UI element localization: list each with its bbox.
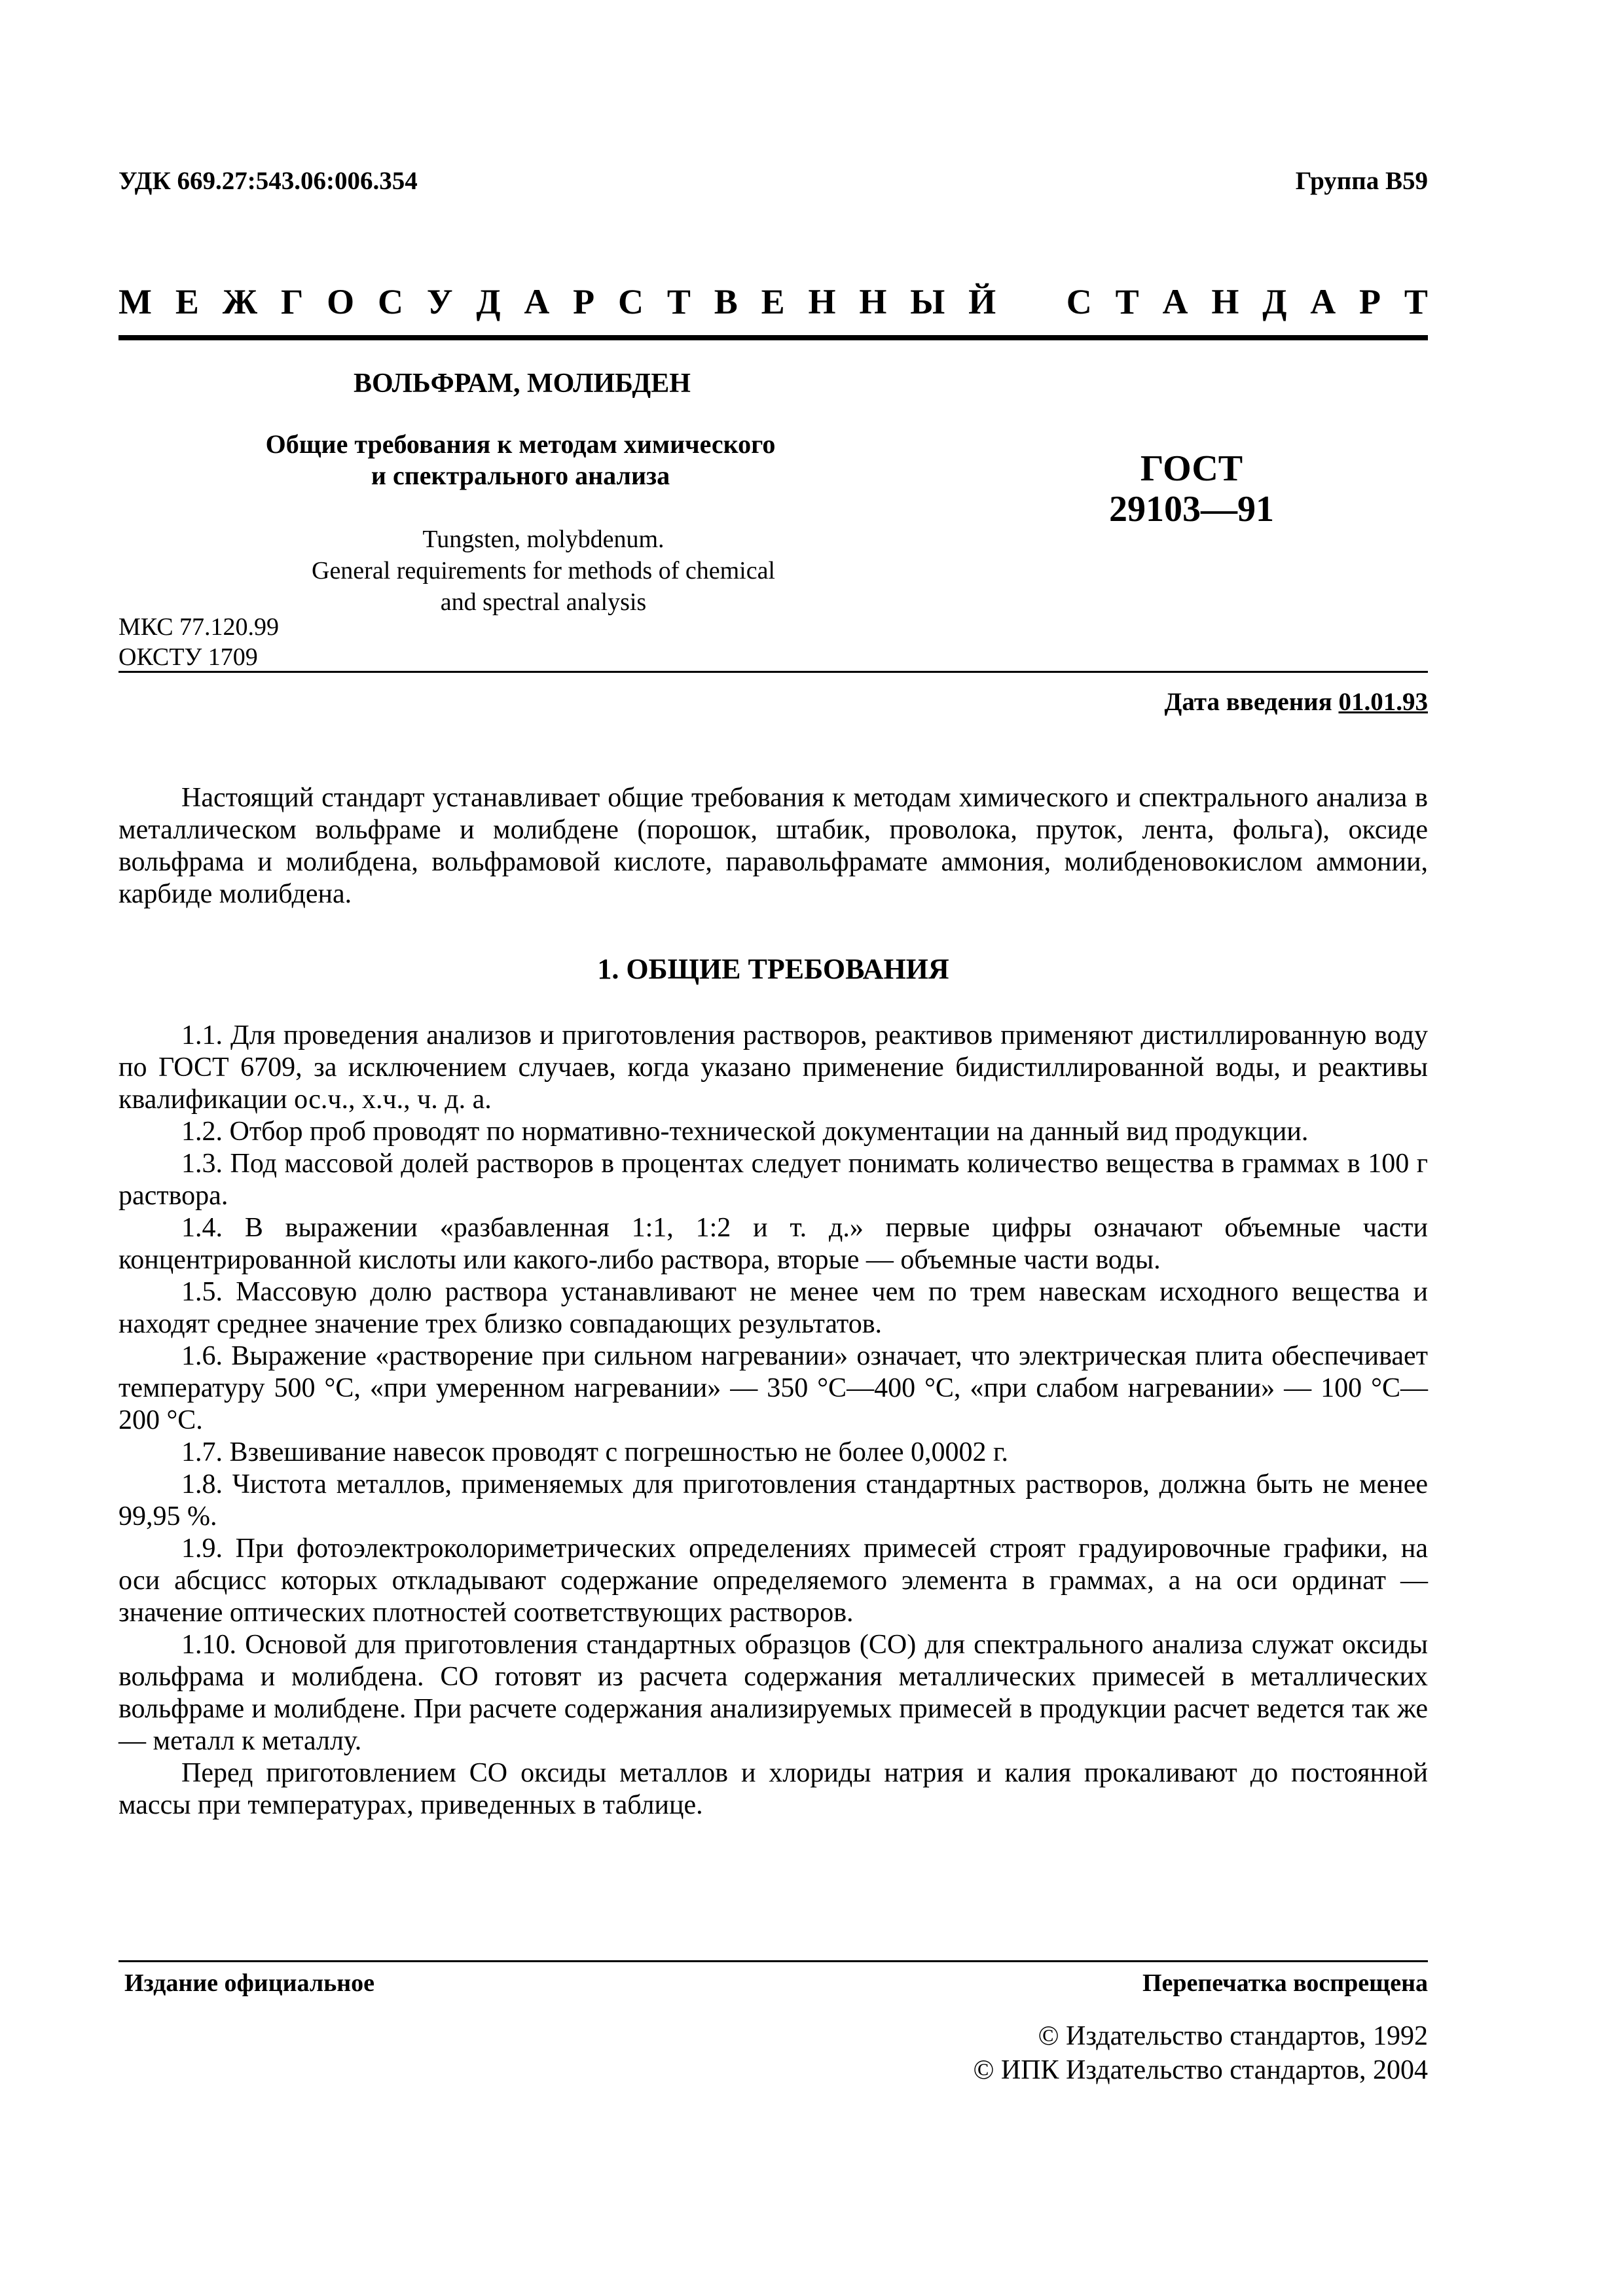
subtitle-line: and spectral analysis <box>440 588 647 616</box>
banner-letter: Г <box>280 282 304 321</box>
intro-paragraph <box>119 782 1428 910</box>
banner-letter: С <box>1066 282 1092 321</box>
copyright-line: © ИПК Издательство стандартов, 2004 <box>973 2055 1428 2085</box>
banner-letter: А <box>1162 282 1188 321</box>
okstu-code: ОКСТУ 1709 <box>119 643 258 671</box>
standard-banner <box>119 281 1428 322</box>
banner-letter: Д <box>1262 282 1287 321</box>
mks-code: МКС 77.120.99 <box>119 613 280 641</box>
requirements-list <box>119 1020 1428 1821</box>
requirement-item: Перед приготовлением СО оксиды металлов и хлориды натрия и калия прокаливают до постоянной массы при температурах, приведенных в таблице. <box>119 1758 1428 1820</box>
banner-letter: Т <box>666 282 691 321</box>
classification-codes <box>119 612 279 672</box>
requirement-item: 1.10. Основой для приготовления стандартных образцов (СО) для спектрального анализа служат оксиды вольфрама и молибдена. СО готовят из расчета содержания металлических примесей в металлических вольфраме и молибдене. При расчете содержания анализируемых примесей в продукции расчет ведется так же — металл к металлу. <box>119 1630 1428 1756</box>
banner-letter: Ы <box>910 282 945 321</box>
subtitle-line: Общие требования к методам химического <box>265 429 776 459</box>
requirement-item: 1.5. Массовую долю раствора устанавливают не менее чем по трем навескам исходного вещества и находят среднее значение трех близко совпадающих результатов. <box>119 1277 1428 1339</box>
banner-gap <box>1019 281 1043 322</box>
requirement-item: 1.9. При фотоэлектроколориметрических определениях примесей строят градуировочные графики, на оси абсцисс которых откладывают содержание определяемого элемента в граммах, а на оси ординат — значение оптических плотностей соответствующих растворов. <box>119 1534 1428 1628</box>
banner-letter: Е <box>761 282 785 321</box>
intro-text: Настоящий стандарт устанавливает общие требования к методам химического и спектрального анализа в металлическом вольфраме и молибдене (порошок, штабик, проволока, пруток, лента, фольга), оксиде вольфрама и молибдена, вольфрамовой кислоте, паравольфрамате аммония, молибденовокислом аммонии, карбиде молибдена. <box>119 783 1428 909</box>
date-value: 01.01.93 <box>1338 688 1428 716</box>
reprint-prohibited: Перепечатка воспрещена <box>1142 1969 1428 1997</box>
banner-letter: Р <box>1359 282 1381 321</box>
gost-code: 29103—91 <box>1109 489 1274 529</box>
banner-letter: Й <box>968 282 996 321</box>
date-label: Дата введения <box>1164 688 1332 716</box>
banner-letter: Д <box>476 282 501 321</box>
subtitle-russian <box>216 429 825 492</box>
banner-letter: Р <box>573 282 595 321</box>
subtitle-line: и спектрального анализа <box>371 461 670 490</box>
footer-rule <box>119 1960 1428 1962</box>
subtitle-line: General requirements for methods of chemical <box>312 557 775 584</box>
requirement-item: 1.8. Чистота металлов, применяемых для приготовления стандартных растворов, должна быть не менее 99,95 %. <box>119 1469 1428 1532</box>
banner-letter: М <box>119 282 152 321</box>
official-edition: Издание официальное <box>124 1969 375 1997</box>
effective-date <box>1165 687 1428 717</box>
requirement-item: 1.6. Выражение «растворение при сильном нагревании» означает, что электрическая плита обеспечивает температуру 500 °С, «при умеренном нагревании» — 350 °С—400 °С, «при слабом нагревании» — 100 °С—200 °С. <box>119 1341 1428 1435</box>
banner-letter: А <box>524 282 550 321</box>
gost-number <box>1061 448 1322 529</box>
group-code: Группа В59 <box>1295 167 1428 195</box>
requirement-item: 1.4. В выражении «разбавленная 1:1, 1:2 и т. д.» первые цифры означают объемные части концентрированной кислоты или какого-либо раствора, вторые — объемные части воды. <box>119 1213 1428 1275</box>
requirement-item: 1.7. Взвешивание навесок проводят с погрешностью не более 0,0002 г. <box>181 1437 1008 1467</box>
header-rule <box>119 671 1428 673</box>
gost-label: ГОСТ <box>1140 448 1243 489</box>
banner-letter: Е <box>175 282 199 321</box>
banner-letter: Ж <box>222 282 258 321</box>
subtitle-english <box>255 524 831 618</box>
copyright-block <box>973 2019 1428 2087</box>
banner-letter: Н <box>808 282 836 321</box>
banner-letter: У <box>426 282 453 321</box>
requirement-item: 1.2. Отбор проб проводят по нормативно-технической документации на данный вид продукции. <box>181 1117 1309 1147</box>
section-heading: 1. ОБЩИЕ ТРЕБОВАНИЯ <box>597 953 949 985</box>
banner-letter: С <box>378 282 403 321</box>
banner-letter: Н <box>1211 282 1239 321</box>
document-title: ВОЛЬФРАМ, МОЛИБДЕН <box>354 368 691 399</box>
copyright-line: © Издательство стандартов, 1992 <box>1038 2021 1428 2051</box>
udk-code: УДК 669.27:543.06:006.354 <box>119 167 418 195</box>
banner-letter: С <box>618 282 644 321</box>
requirement-item: 1.1. Для проведения анализов и приготовления растворов, реактивов применяют дистиллированную воду по ГОСТ 6709, за исключением случаев, когда указано применение бидистиллированной воды, и реактивы квалификации ос.ч., х.ч., ч. д. а. <box>119 1020 1428 1115</box>
banner-letter: В <box>714 282 738 321</box>
subtitle-line: Tungsten, molybdenum. <box>422 526 665 553</box>
banner-letter: Т <box>1115 282 1139 321</box>
banner-letter: О <box>327 282 355 321</box>
requirement-item: 1.3. Под массовой долей растворов в процентах следует понимать количество вещества в граммах в 100 г раствора. <box>119 1149 1428 1211</box>
banner-letter: Т <box>1404 282 1428 321</box>
banner-rule <box>119 335 1428 340</box>
banner-letter: А <box>1310 282 1336 321</box>
banner-letter: Н <box>859 282 887 321</box>
